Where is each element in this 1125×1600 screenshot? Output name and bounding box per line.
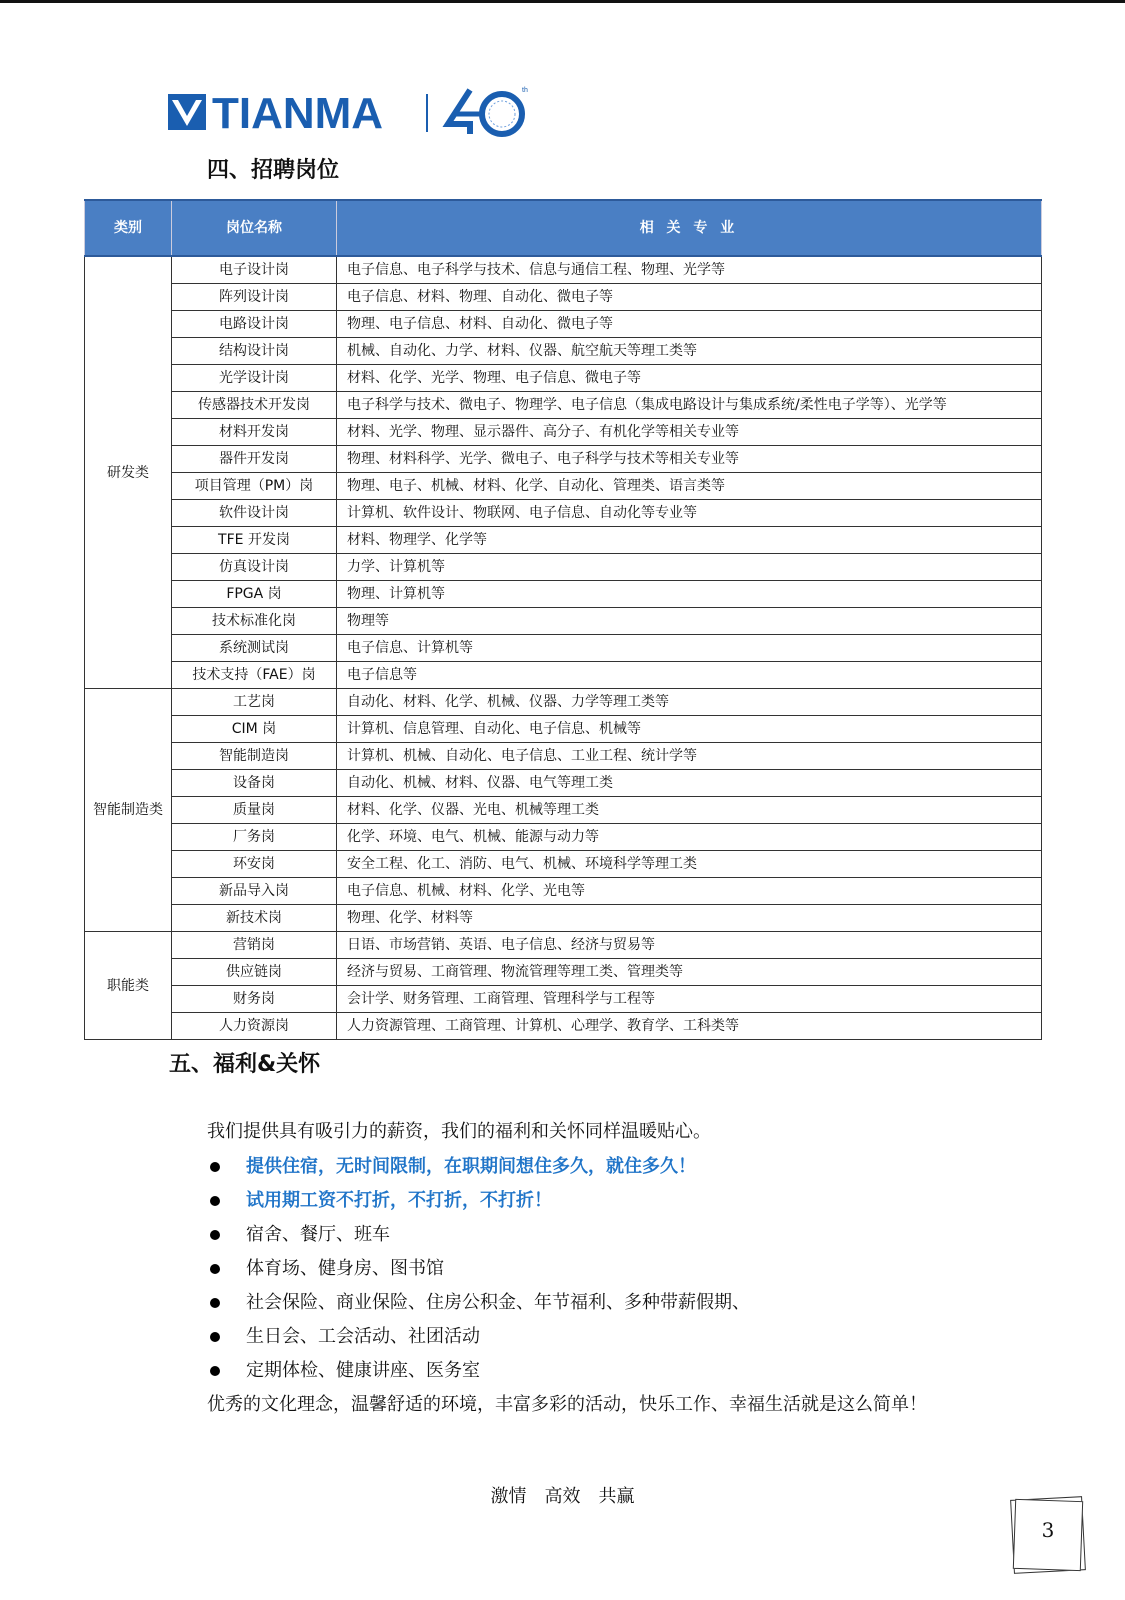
position-cell: 厂务岗: [172, 824, 337, 851]
bullet-icon: [210, 1264, 220, 1274]
table-row: [85, 743, 1042, 770]
position-cell: 技术标准化岗: [172, 608, 337, 635]
benefit-item: [210, 1218, 750, 1252]
majors-cell: 物理、化学、材料等: [337, 905, 1042, 932]
table-row: [85, 446, 1042, 473]
majors-cell: 电子信息、电子科学与技术、信息与通信工程、物理、光学等: [337, 256, 1042, 284]
table-row: [85, 716, 1042, 743]
brand-name: TIANMA: [212, 89, 384, 138]
position-cell: 系统测试岗: [172, 635, 337, 662]
majors-cell: 材料、光学、物理、显示器件、高分子、有机化学等相关专业等: [337, 419, 1042, 446]
bullet-icon: [210, 1196, 220, 1206]
benefit-text: 体育场、健身房、图书馆: [246, 1258, 444, 1279]
position-cell: 电子设计岗: [172, 256, 337, 284]
majors-cell: 电子信息、计算机等: [337, 635, 1042, 662]
bullet-icon: [210, 1230, 220, 1240]
table-row: [85, 338, 1042, 365]
majors-cell: 自动化、材料、化学、机械、仪器、力学等理工类等: [337, 689, 1042, 716]
position-cell: 质量岗: [172, 797, 337, 824]
benefit-text: 生日会、工会活动、社团活动: [246, 1326, 480, 1347]
table-row: [85, 1013, 1042, 1040]
table-row: [85, 986, 1042, 1013]
majors-cell: 会计学、财务管理、工商管理、管理科学与工程等: [337, 986, 1042, 1013]
majors-cell: 物理、电子、机械、材料、化学、自动化、管理类、语言类等: [337, 473, 1042, 500]
header-position: 岗位名称: [172, 200, 337, 256]
position-cell: 智能制造岗: [172, 743, 337, 770]
position-cell: 环安岗: [172, 851, 337, 878]
svg-text:th: th: [522, 87, 528, 94]
top-rule: [0, 0, 1125, 3]
table-row: [85, 608, 1042, 635]
table-row: [85, 554, 1042, 581]
majors-cell: 材料、物理学、化学等: [337, 527, 1042, 554]
position-cell: 财务岗: [172, 986, 337, 1013]
position-cell: 仿真设计岗: [172, 554, 337, 581]
bullet-icon: [210, 1298, 220, 1308]
majors-cell: 电子信息、机械、材料、化学、光电等: [337, 878, 1042, 905]
motto: 激情 高效 共赢: [490, 1486, 635, 1507]
majors-cell: 力学、计算机等: [337, 554, 1042, 581]
benefit-item: [210, 1150, 750, 1184]
position-cell: 人力资源岗: [172, 1013, 337, 1040]
closing-paragraph: 优秀的文化理念，温馨舒适的环境，丰富多彩的活动，快乐工作、幸福生活就是这么简单！: [207, 1394, 927, 1415]
header-majors: 相 关 专 业: [337, 200, 1042, 256]
position-cell: 阵列设计岗: [172, 284, 337, 311]
majors-cell: 机械、自动化、力学、材料、仪器、航空航天等理工类等: [337, 338, 1042, 365]
table-row: [85, 392, 1042, 419]
benefit-item: [210, 1286, 750, 1320]
bullet-icon: [210, 1366, 220, 1376]
position-cell: 软件设计岗: [172, 500, 337, 527]
majors-cell: 化学、环境、电气、机械、能源与动力等: [337, 824, 1042, 851]
benefit-text: 社会保险、商业保险、住房公积金、年节福利、多种带薪假期、: [246, 1292, 750, 1313]
position-cell: 供应链岗: [172, 959, 337, 986]
majors-cell: 物理、电子信息、材料、自动化、微电子等: [337, 311, 1042, 338]
table-row: [85, 878, 1042, 905]
table-row: [85, 311, 1042, 338]
category-cell: 职能类: [85, 932, 172, 1040]
position-cell: 光学设计岗: [172, 365, 337, 392]
section-5-title: 五、福利&关怀: [169, 1052, 321, 1077]
table-row: [85, 851, 1042, 878]
benefit-item: [210, 1320, 750, 1354]
table-row: [85, 662, 1042, 689]
majors-cell: 自动化、机械、材料、仪器、电气等理工类: [337, 770, 1042, 797]
bullet-icon: [210, 1332, 220, 1342]
position-cell: 结构设计岗: [172, 338, 337, 365]
table-row: [85, 284, 1042, 311]
table-row: [85, 256, 1042, 284]
benefits-intro: 我们提供具有吸引力的薪资，我们的福利和关怀同样温暖贴心。: [207, 1121, 711, 1142]
position-cell: 工艺岗: [172, 689, 337, 716]
table-row: [85, 905, 1042, 932]
category-cell: 智能制造类: [85, 689, 172, 932]
table-row: [85, 797, 1042, 824]
table-row: [85, 527, 1042, 554]
majors-cell: 计算机、软件设计、物联网、电子信息、自动化等专业等: [337, 500, 1042, 527]
table-row: [85, 689, 1042, 716]
table-row: [85, 365, 1042, 392]
benefit-text: 提供住宿，无时间限制，在职期间想住多久，就住多久！: [246, 1156, 696, 1177]
table-body: [85, 256, 1042, 1040]
benefit-item: [210, 1184, 750, 1218]
position-cell: 材料开发岗: [172, 419, 337, 446]
section-4-title: 四、招聘岗位: [207, 158, 340, 183]
majors-cell: 计算机、信息管理、自动化、电子信息、机械等: [337, 716, 1042, 743]
category-cell: 研发类: [85, 256, 172, 689]
benefit-text: 宿舍、餐厅、班车: [246, 1224, 390, 1245]
majors-cell: 材料、化学、光学、物理、电子信息、微电子等: [337, 365, 1042, 392]
table-row: [85, 581, 1042, 608]
position-cell: 器件开发岗: [172, 446, 337, 473]
bullet-icon: [210, 1162, 220, 1172]
page-number-box: [1012, 1498, 1084, 1572]
majors-cell: 物理、材料科学、光学、微电子、电子科学与技术等相关专业等: [337, 446, 1042, 473]
position-cell: 新品导入岗: [172, 878, 337, 905]
tianma-mark-icon: [168, 94, 206, 130]
company-logo: [168, 84, 528, 144]
majors-cell: 安全工程、化工、消防、电气、机械、环境科学等理工类: [337, 851, 1042, 878]
header-category: 类别: [85, 200, 172, 256]
majors-cell: 电子信息等: [337, 662, 1042, 689]
position-cell: 新技术岗: [172, 905, 337, 932]
majors-cell: 经济与贸易、工商管理、物流管理等理工类、管理类等: [337, 959, 1042, 986]
table-row: [85, 932, 1042, 959]
table-header-row: [85, 200, 1042, 256]
benefit-item: [210, 1252, 750, 1286]
position-cell: CIM 岗: [172, 716, 337, 743]
positions-table: [84, 199, 1042, 1040]
position-cell: TFE 开发岗: [172, 527, 337, 554]
logo-divider: [426, 94, 428, 132]
benefit-text: 定期体检、健康讲座、医务室: [246, 1360, 480, 1381]
position-cell: 项目管理（PM）岗: [172, 473, 337, 500]
position-cell: 营销岗: [172, 932, 337, 959]
majors-cell: 材料、化学、仪器、光电、机械等理工类: [337, 797, 1042, 824]
benefit-item: [210, 1354, 750, 1388]
position-cell: 技术支持（FAE）岗: [172, 662, 337, 689]
majors-cell: 日语、市场营销、英语、电子信息、经济与贸易等: [337, 932, 1042, 959]
position-cell: 传感器技术开发岗: [172, 392, 337, 419]
majors-cell: 计算机、机械、自动化、电子信息、工业工程、统计学等: [337, 743, 1042, 770]
table-row: [85, 419, 1042, 446]
majors-cell: 人力资源管理、工商管理、计算机、心理学、教育学、工科类等: [337, 1013, 1042, 1040]
position-cell: 电路设计岗: [172, 311, 337, 338]
position-cell: 设备岗: [172, 770, 337, 797]
benefits-list: [210, 1150, 750, 1388]
majors-cell: 物理等: [337, 608, 1042, 635]
majors-cell: 电子信息、材料、物理、自动化、微电子等: [337, 284, 1042, 311]
table-row: [85, 635, 1042, 662]
majors-cell: 物理、计算机等: [337, 581, 1042, 608]
table-row: [85, 770, 1042, 797]
table-row: [85, 824, 1042, 851]
benefit-text: 试用期工资不打折，不打折，不打折！: [246, 1190, 552, 1211]
table-row: [85, 959, 1042, 986]
table-row: [85, 500, 1042, 527]
majors-cell: 电子科学与技术、微电子、物理学、电子信息（集成电路设计与集成系统/柔性电子学等）、光学等: [337, 392, 1042, 419]
table-row: [85, 473, 1042, 500]
page-number: 3: [1041, 1518, 1055, 1542]
position-cell: FPGA 岗: [172, 581, 337, 608]
